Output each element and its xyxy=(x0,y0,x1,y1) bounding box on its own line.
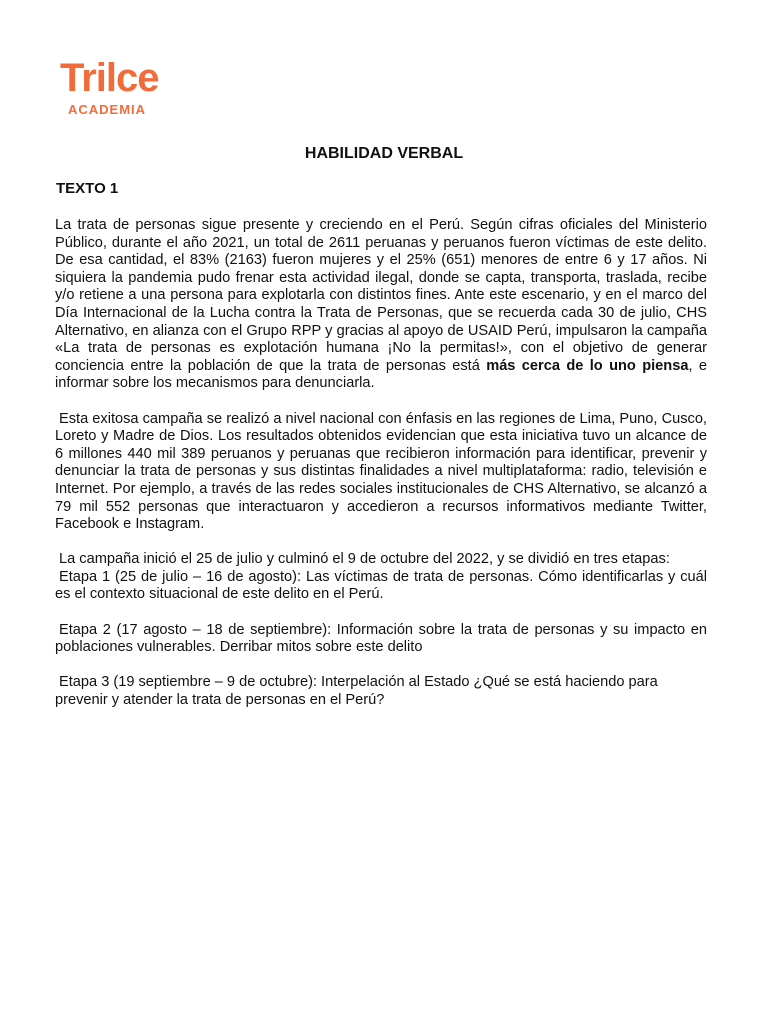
paragraph-1-end: , e informar sobre los mecanismos para denunciarla. xyxy=(55,357,707,392)
section-heading: TEXTO 1 xyxy=(56,180,119,197)
paragraph-2 xyxy=(55,411,707,534)
page-title: HABILIDAD VERBAL xyxy=(304,145,464,162)
paragraph-6 xyxy=(55,674,707,709)
logo-wordmark: Trilce xyxy=(60,56,159,100)
brand-logo xyxy=(60,58,180,122)
paragraph-6-text: Etapa 3 (19 septiembre – 9 de octubre): Interpelación al Estado ¿Qué se está haciendo para prevenir y atender la trata de personas en el Perú? xyxy=(55,674,658,709)
paragraph-1 xyxy=(55,217,707,393)
paragraph-4 xyxy=(55,569,707,604)
paragraph-4-text: Etapa 1 (25 de julio – 16 de agosto): Las víctimas de trata de personas. Cómo identificarlas y cuál es el contexto situacional de este delito en el Perú. xyxy=(55,568,707,603)
paragraph-5 xyxy=(55,622,707,657)
paragraph-3-text: La campaña inició el 25 de julio y culminó el 9 de octubre del 2022, y se dividió en tres etapas: xyxy=(59,551,670,568)
paragraph-5-text: Etapa 2 (17 agosto – 18 de septiembre): Información sobre la trata de personas y su impacto en poblaciones vulnerables. Derribar mitos sobre este delito xyxy=(55,621,707,656)
paragraph-1-text: La trata de personas sigue presente y creciendo en el Perú. Según cifras oficiales del Ministerio Público, durante el año 2021, un total de 2611 peruanas y peruanos fueron víctimas de este delito. De esa cantidad, el 83% (2163) fueron mujeres y el 25% (651) menores de entre 6 y 17 años. Ni siquiera la pandemia pudo frenar esta actividad ilegal, donde se capta, transporta, traslada, recibe y/o retiene a una persona para explotarla con distintos fines. Ante este escenario, y en el marco del Día Internacional de la Lucha contra la Trata de Personas, que se recuerda cada 30 de julio, CHS Alternativo, en alianza con el Grupo RPP y gracias al apoyo de USAID Perú, impulsaron la campaña «La trata de personas es explotación humana ¡No la permitas!», con el objetivo de generar conciencia entre la población de que la trata de personas está xyxy=(55,217,707,374)
logo-subtitle: ACADEMIA xyxy=(68,102,147,117)
paragraph-2-text: Esta exitosa campaña se realizó a nivel nacional con énfasis en las regiones de Lima, Puno, Cusco, Loreto y Madre de Dios. Los resultados obtenidos evidencian que esta iniciativa tuvo un alcance de 6 millones 440 mil 389 peruanos y peruanas que recibieron información para identificar, prevenir y denunciar la trata de personas y sus distintas finalidades a nivel multiplataforma: radio, televisión e Internet. Por ejemplo, a través de las redes sociales institucionales de CHS Alternativo, se alcanzó a 79 mil 552 personas que interactuaron y accedieron a recursos informativos mediante Twitter, Facebook e Instagram. xyxy=(55,410,707,533)
paragraph-3 xyxy=(55,551,707,569)
document-body xyxy=(55,217,707,727)
paragraph-1-bold: más cerca de lo uno piensa xyxy=(486,357,689,374)
